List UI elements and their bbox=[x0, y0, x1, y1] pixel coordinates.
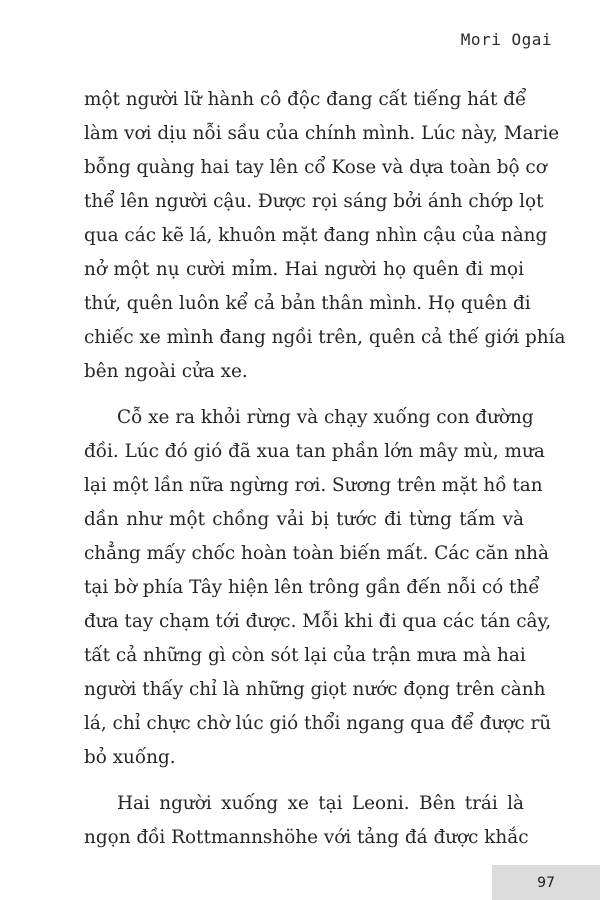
text-line: tại bờ phía Tây hiện lên trông gần đến nỗi có thể bbox=[84, 577, 540, 598]
text-line: đồi. Lúc đó gió đã xua tan phần lớn mây mù, mưa bbox=[84, 441, 545, 462]
text-line: bỏ xuống. bbox=[84, 747, 176, 768]
text-line: một người lữ hành cô độc đang cất tiếng hát để bbox=[84, 89, 527, 110]
text-line: thứ, quên luôn kể cả bản thân mình. Họ quên đi bbox=[84, 293, 531, 314]
paragraph bbox=[84, 83, 566, 389]
text-line: thể lên người cậu. Được rọi sáng bởi ánh chớp lọt bbox=[84, 191, 544, 212]
text-line: nở một nụ cười mỉm. Hai người họ quên đi mọi bbox=[84, 259, 524, 280]
paragraph bbox=[84, 787, 529, 855]
text-line: Hai người xuống xe tại Leoni. Bên trái là bbox=[117, 793, 524, 814]
text-line: lá, chỉ chực chờ lúc gió thổi ngang qua để được rũ bbox=[84, 713, 552, 734]
text-line: bỗng quàng hai tay lên cổ Kose và dựa toàn bộ cơ bbox=[84, 157, 547, 178]
page-number: 97 bbox=[492, 865, 600, 900]
text-line: ngọn đồi Rottmannshöhe với tảng đá được khắc bbox=[84, 827, 529, 848]
paragraph bbox=[84, 401, 552, 775]
text-line: lại một lần nữa ngừng rơi. Sương trên mặt hồ tan bbox=[84, 475, 543, 496]
page-body bbox=[84, 83, 566, 855]
text-line: chiếc xe mình đang ngồi trên, quên cả thế giới phía bbox=[84, 327, 566, 348]
text-line: tất cả những gì còn sót lại của trận mưa mà hai bbox=[84, 645, 526, 666]
text-line: người thấy chỉ là những giọt nước đọng trên cành bbox=[84, 679, 546, 700]
text-line: làm vơi dịu nỗi sầu của chính mình. Lúc này, Marie bbox=[84, 123, 560, 144]
text-line: bên ngoài cửa xe. bbox=[84, 361, 248, 382]
text-line: Cỗ xe ra khỏi rừng và chạy xuống con đường bbox=[117, 407, 534, 428]
text-line: đưa tay chạm tới được. Mỗi khi đi qua các tán cây, bbox=[84, 611, 552, 632]
text-line: chẳng mấy chốc hoàn toàn biến mất. Các căn nhà bbox=[84, 543, 549, 564]
text-line: qua các kẽ lá, khuôn mặt đang nhìn cậu của nàng bbox=[84, 225, 548, 246]
running-head-author: Mori Ogai bbox=[460, 30, 552, 49]
text-line: dần như một chồng vải bị tước đi từng tấm và bbox=[84, 509, 524, 530]
